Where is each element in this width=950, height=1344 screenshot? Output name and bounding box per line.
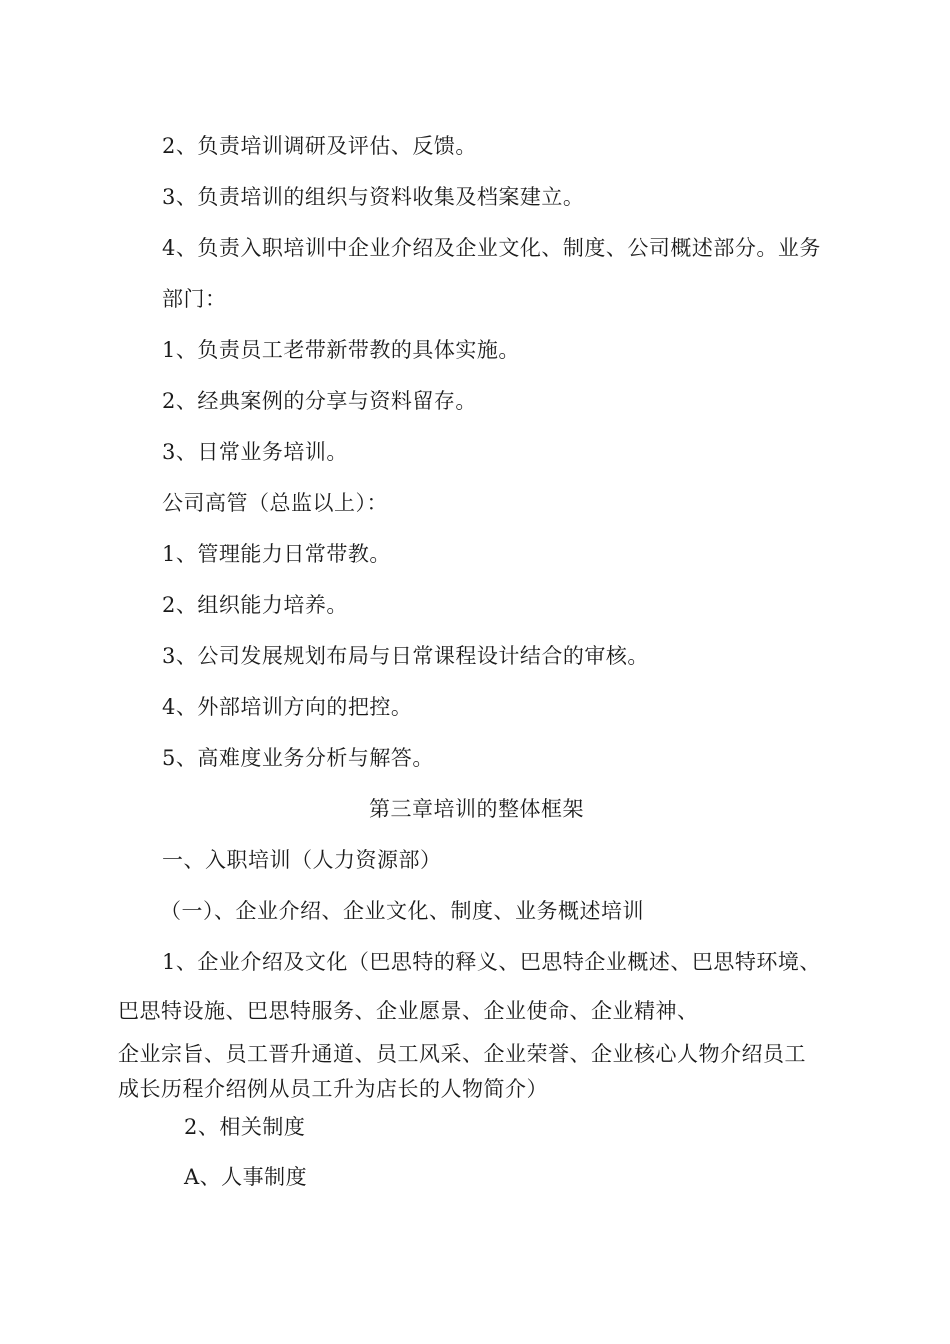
text-line: 1、企业介绍及文化（巴思特的释义、巴思特企业概述、巴思特环境、 [162, 950, 821, 974]
text-line: 1、管理能力日常带教。 [162, 542, 391, 566]
text-line: 2、相关制度 [184, 1115, 306, 1139]
text-line: A、人事制度 [184, 1165, 308, 1189]
text-line: 巴思特设施、巴思特服务、企业愿景、企业使命、企业精神、 [118, 999, 699, 1023]
chapter-heading: 第三章培训的整体框架 [369, 797, 584, 821]
text-line: 3、日常业务培训。 [162, 440, 348, 464]
text-line: 3、公司发展规划布局与日常课程设计结合的审核。 [162, 644, 649, 668]
text-line: 成长历程介绍例从员工升为店长的人物简介） [118, 1077, 548, 1101]
text-line: 企业宗旨、员工晋升通道、员工风采、企业荣誉、企业核心人物介绍员工 [118, 1042, 806, 1066]
subsection-heading: （一）、企业介绍、企业文化、制度、业务概述培训 [160, 899, 644, 923]
text-line: 部门： [162, 287, 227, 311]
text-line: 1、负责员工老带新带教的具体实施。 [162, 338, 520, 362]
text-line: 4、负责入职培训中企业介绍及企业文化、制度、公司概述部分。业务 [162, 236, 821, 260]
text-line: 2、负责培训调研及评估、反馈。 [162, 134, 477, 158]
text-line: 公司高管（总监以上）： [162, 491, 388, 515]
text-line: 5、高难度业务分析与解答。 [162, 746, 434, 770]
text-line: 3、负责培训的组织与资料收集及档案建立。 [162, 185, 585, 209]
text-line: 4、外部培训方向的把控。 [162, 695, 413, 719]
text-line: 2、组织能力培养。 [162, 593, 348, 617]
text-line: 2、经典案例的分享与资料留存。 [162, 389, 477, 413]
section-heading: 一、入职培训（人力资源部） [162, 848, 442, 872]
